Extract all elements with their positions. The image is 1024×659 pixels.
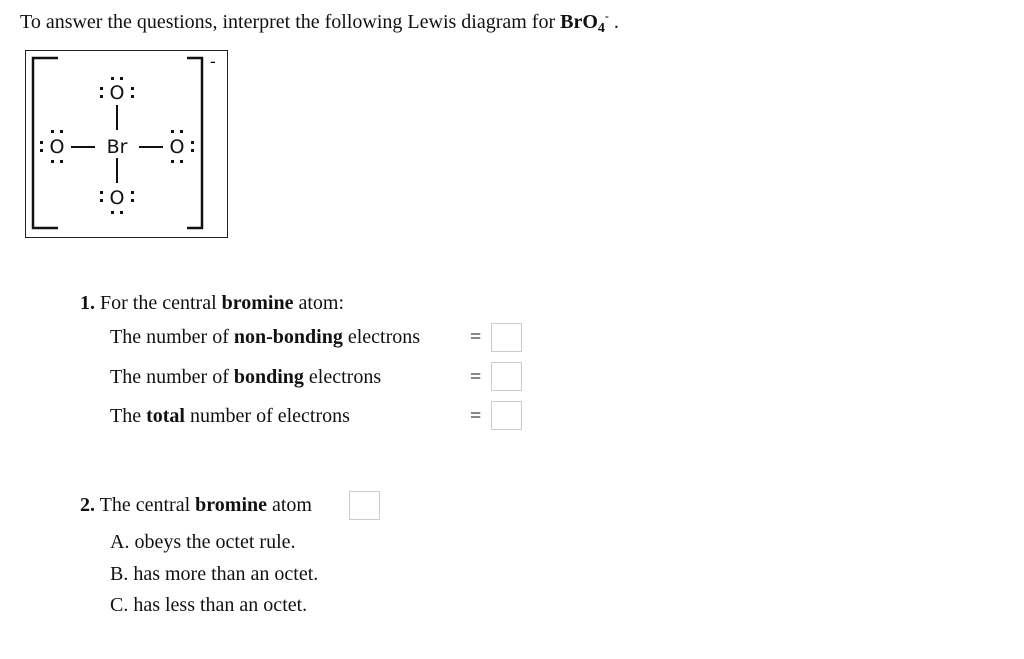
formula-subscript: 4 bbox=[597, 21, 605, 36]
q2-number: 2. bbox=[80, 494, 95, 516]
equals-sign: = bbox=[470, 405, 482, 427]
question-1 bbox=[80, 293, 344, 313]
q1-text-end: atom: bbox=[293, 292, 345, 314]
intro-label: To answer the questions, interpret the following Lewis diagram for bbox=[20, 11, 561, 33]
q2-text: The central bbox=[95, 494, 196, 516]
option-a: A. obeys the octet rule. bbox=[110, 531, 296, 553]
option-b: B. has more than an octet. bbox=[110, 563, 319, 585]
q1-row-total: The total number of electrons bbox=[110, 405, 350, 427]
formula-charge: - bbox=[604, 9, 609, 23]
q1-bold: bromine bbox=[221, 292, 294, 314]
nonbonding-electrons-input[interactable] bbox=[491, 323, 522, 352]
oxygen-left: O bbox=[49, 136, 65, 158]
octet-answer-input[interactable] bbox=[349, 491, 380, 520]
q1-text: For the central bbox=[95, 292, 222, 314]
oxygen-bottom: O bbox=[109, 187, 125, 209]
q2-bold: bromine bbox=[195, 494, 267, 516]
q1-number: 1. bbox=[80, 292, 95, 314]
q1-row-bonding: The number of bonding electrons bbox=[110, 366, 382, 388]
oxygen-right: O bbox=[169, 136, 185, 158]
oxygen-top: O bbox=[109, 82, 125, 104]
equals-sign: = bbox=[470, 326, 482, 348]
intro-end: . bbox=[608, 11, 619, 33]
bonding-electrons-input[interactable] bbox=[491, 362, 522, 391]
q2-text-end: atom bbox=[267, 494, 312, 516]
q1-row-nonbonding: The number of non-bonding electrons bbox=[110, 326, 421, 348]
bromine-atom: Br bbox=[106, 136, 128, 158]
option-c: C. has less than an octet. bbox=[110, 594, 308, 616]
question-2 bbox=[80, 495, 312, 515]
equals-sign: = bbox=[470, 366, 482, 388]
ion-charge: - bbox=[210, 52, 216, 71]
lewis-diagram bbox=[25, 50, 228, 238]
intro-text bbox=[20, 9, 619, 36]
total-electrons-input[interactable] bbox=[491, 401, 522, 430]
formula: BrO bbox=[560, 11, 598, 33]
